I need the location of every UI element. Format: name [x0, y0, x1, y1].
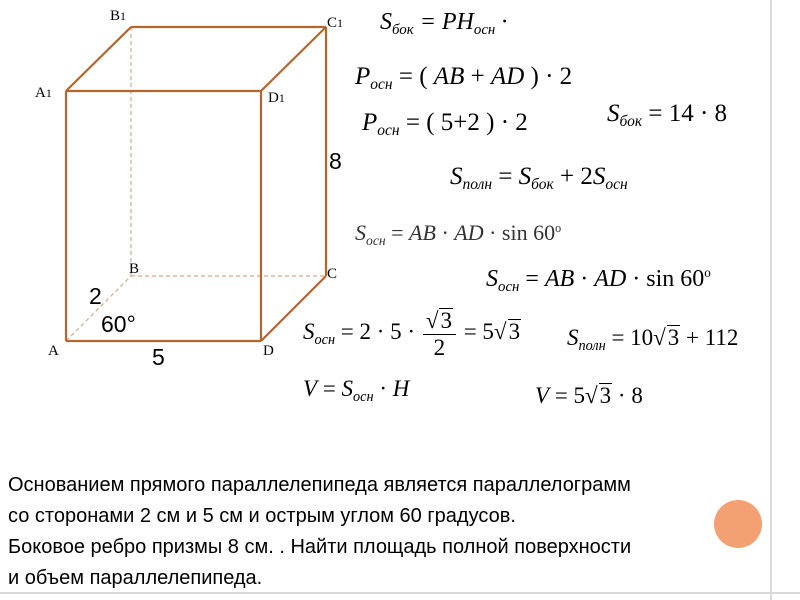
vertex-label-c: C — [327, 266, 338, 282]
vertex-label-a1: A1 — [35, 85, 52, 101]
formula-s-osn-area-small: $S_{осн}$ = AB · AD · sin 60$^o$ — [355, 220, 562, 248]
angle-label: 60° — [101, 311, 136, 337]
problem-line-2: со сторонами 2 см и 5 см и острым углом 60 градусов. — [8, 505, 516, 527]
problem-line-4: и объем параллелепипеда. — [8, 567, 263, 589]
problem-statement — [8, 470, 778, 594]
formula-s-bok: $S_{бок} = PH_{осн}$ · — [380, 9, 508, 39]
edge-length-ad: 5 — [152, 344, 165, 370]
edge-c1d1 — [261, 27, 326, 91]
vertex-label-b: B — [129, 261, 140, 277]
problem-line-1: Основанием прямого параллелепипеда является параллелограмм — [8, 474, 631, 496]
vertex-label-d: D — [263, 343, 274, 359]
problem-line-3: Боковое ребро призмы 8 см. . Найти площадь полной поверхности — [8, 536, 632, 558]
vertex-label-a: A — [48, 343, 59, 359]
vertex-label-d1: D1 — [268, 90, 285, 106]
edge-length-ab: 2 — [89, 283, 102, 309]
formula-volume-values: V = 5√3 · 8 — [535, 383, 643, 408]
formula-s-bok-values: $S_{бок} = 14 \cdot 8$ — [607, 100, 728, 131]
formula-s-poln: $S_{полн} = S_{бок} + 2S_{осн}$ — [450, 163, 628, 194]
formula-p-osn: $P_{осн}$ = ( AB + AD ) · 2 — [355, 63, 573, 94]
decorative-circle — [714, 500, 762, 548]
edge-a1b1 — [66, 27, 131, 91]
formula-p-osn-values: $P_{осн}$ = ( 5+2 ) · 2 — [362, 109, 528, 140]
vertex-label-b1: B1 — [110, 8, 127, 24]
formula-s-osn-area: $S_{осн}$ = AB · AD · sin 60$^o$ — [486, 265, 711, 296]
edge-length-height: 8 — [329, 148, 342, 174]
formula-volume: $V = S_{осн} \cdot H$ — [303, 376, 410, 405]
formula-s-poln-values: $S_{полн} = 10√3 + 112$ — [567, 325, 739, 354]
formula-s-osn-values: $S_{осн} = 2 \cdot 5$ · $\frac{√3}{2}$ = 5√3 — [303, 308, 521, 361]
vertex-label-c1: C1 — [327, 15, 344, 31]
